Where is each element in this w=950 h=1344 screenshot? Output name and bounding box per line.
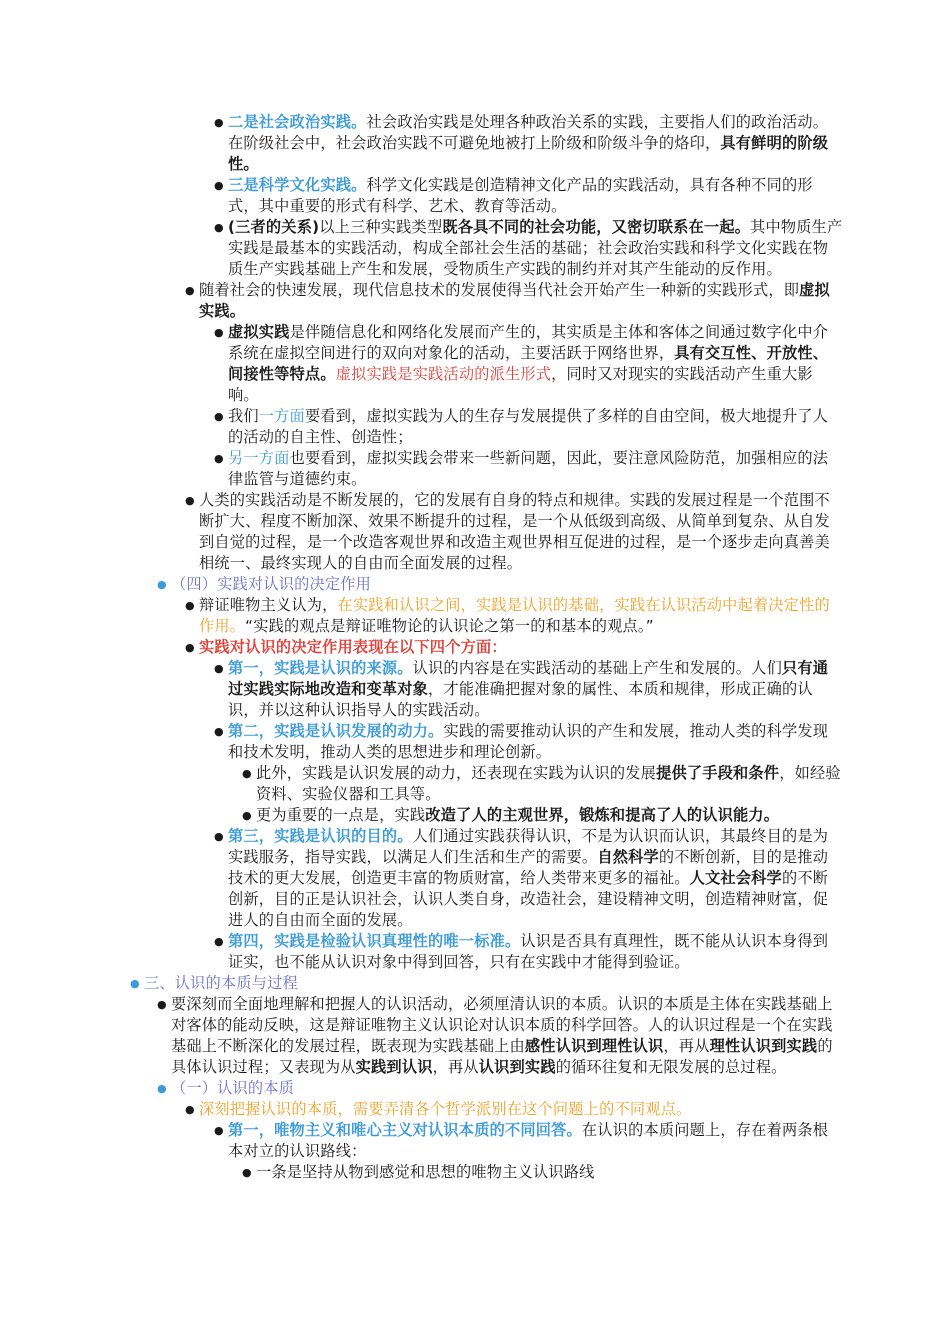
text-run: 第二，实践是认识发展的动力。: [228, 722, 444, 740]
outline-item: [228, 322, 843, 406]
text-run: 也要看到，虚拟实践会带来一些新问题，因此，要注意风险防范，加强相应的法律监管与道德约束。: [228, 449, 829, 488]
document-page: [0, 112, 950, 1183]
text-run: 社会政治实践是处理各种政治关系的实践，主要指人们的政治活动。在阶级社会中，社会政治实践不可避免地被打上阶级和阶级斗争的烙印，: [228, 113, 829, 152]
outline-item: [228, 721, 843, 763]
text-run: (三者的关系): [228, 218, 320, 236]
outline-item: [256, 763, 844, 805]
text-run: 的具体认识过程；又表现为从: [171, 1037, 833, 1076]
text-run: 感性认识到理性认识: [524, 1037, 664, 1055]
text-run: 另一方面: [228, 449, 290, 467]
text-run: 二是社会政治实践。: [228, 113, 367, 131]
text-run: ，再从: [663, 1037, 710, 1055]
text-run: 实践到认识: [355, 1058, 433, 1076]
text-run: 一条是坚持从物到感觉和思想的唯物主义认识路线: [256, 1163, 595, 1181]
text-run: ，才能准确把握对象的属性、本质和规律，形成正确的认识，并以这种认识指导人的实践活动。: [228, 680, 813, 719]
text-run: 认识是否具有真理性，既不能从认识本身得到证实，也不能从认识对象中得到回答，只有在实践中才能得到验证。: [228, 932, 829, 971]
text-run: 只有通过实践实际地改造和变革对象: [228, 659, 829, 698]
outline-item: [144, 973, 844, 994]
outline-item: [228, 406, 843, 448]
outline-item: [228, 826, 843, 931]
text-run: 此外，实践是认识发展的动力，还表现在实践为认识的发展: [256, 764, 657, 782]
outline-item: [228, 175, 843, 217]
text-run: 要深刻而全面地理解和把握人的认识活动，必须厘清认识的本质。认识的本质是主体在实践基础上对客体的能动反映，这是辩证唯物主义认识论对认识本质的科学回答。人的认识过程是一个在实践基础上不断深化的发展过程，既表现为实践基础上由: [171, 995, 833, 1055]
text-run: 虚拟实践是实践活动的派生形式: [335, 365, 552, 383]
text-run: 理性认识到实践: [709, 1037, 818, 1055]
text-run: 以上三种实践类型: [319, 218, 443, 236]
outline-item: [171, 574, 841, 595]
outline-item: [199, 280, 844, 322]
text-run: （四）实践对认识的决定作用: [171, 575, 372, 593]
text-run: 虚拟实践: [228, 323, 290, 341]
outline-item: [171, 994, 841, 1078]
text-run: 科学文化实践是创造精神文化产品的实践活动，具有各种不同的形式，其中重要的形式有科学、艺术、教育等活动。: [228, 176, 813, 215]
outline-item: [228, 658, 843, 721]
text-run: 在认识的本质问题上，存在着两条根本对立的认识路线：: [228, 1121, 829, 1160]
text-run: 深刻把握认识的本质，需要弄清各个哲学派别在这个问题上的不同观点。: [199, 1100, 692, 1118]
text-run: 人们通过实践获得认识，不是为认识而认识，其最终目的是为实践服务，指导实践，以满足人们生活和生产的需要。: [228, 827, 829, 866]
text-run: 一方面: [258, 407, 305, 425]
text-run: 自然科学: [597, 848, 659, 866]
outline-item: [228, 217, 843, 280]
outline-item: [171, 1078, 841, 1099]
text-run: 提供了手段和条件: [656, 764, 780, 782]
text-run: 具有交互性、开放性、间接性等特点。: [228, 344, 829, 383]
text-run: 改造了人的主观世界，锻炼和提高了人的认识能力。: [425, 806, 780, 824]
text-run: 要看到，虚拟实践为人的生存与发展提供了多样的自由空间，极大地提升了人的活动的自主性、创造性；: [228, 407, 829, 446]
outline-item: [256, 1162, 844, 1183]
outline-list: [0, 112, 950, 1183]
text-run: 第一，唯物主义和唯心主义对认识本质的不同回答。: [228, 1121, 582, 1139]
outline-item: [199, 1099, 844, 1120]
text-run: 实践的需要推动认识的产生和发展，推动人类的科学发现和技术发明，推动人类的思想进步和理论创新。: [228, 722, 829, 761]
outline-item: [228, 448, 843, 490]
text-run: 既各具不同的社会功能，又密切联系在一起。: [442, 218, 751, 236]
text-run: 认识到实践: [478, 1058, 556, 1076]
text-run: 第三，实践是认识的目的。: [228, 827, 413, 845]
outline-item: [228, 112, 843, 175]
text-run: ，再从: [432, 1058, 479, 1076]
text-run: 虚拟实践。: [199, 281, 830, 320]
outline-item: [199, 637, 844, 658]
text-run: 人类的实践活动是不断发展的，它的发展有自身的特点和规律。实践的发展过程是一个范围不断扩大、程度不断加深、效果不断提升的过程，是一个从低级到高级、从简单到复杂、从自发到自觉的过程，是一个改造客观世界和改造主观世界相互促进的过程，是一个逐步走向真善美相统一、最终实现人的自由而全面发展的过程。: [199, 491, 830, 572]
text-run: 我们: [228, 407, 259, 425]
text-run: ，同时又对现实的实践活动产生重大影响。: [228, 365, 813, 404]
outline-item: [199, 490, 844, 574]
text-run: 的循环往复和无限发展的总过程。: [555, 1058, 787, 1076]
text-run: “实践的观点是辩证唯物论的认识论之第一的和基本的观点。”: [245, 617, 654, 635]
text-run: 更为重要的一点是，实践: [256, 806, 426, 824]
text-run: 其中物质生产实践是最基本的实践活动，构成全部社会生活的基础；社会政治实践和科学文化实践在物质生产实践基础上产生和发展，受物质生产实践的制约并对其产生能动的反作用。: [228, 218, 843, 278]
text-run: 三、认识的本质与过程: [144, 974, 298, 992]
text-run: 的不断创新，目的是推动技术的更大发展，创造更丰富的物质财富，给人类带来更多的福祉。: [228, 848, 829, 887]
text-run: ，如经验资料、实验仪器和工具等。: [256, 764, 841, 803]
text-run: 认识的内容是在实践活动的基础上产生和发展的。人们: [412, 659, 782, 677]
text-run: 第一，实践是认识的来源。: [228, 659, 413, 677]
text-run: 实践对认识的决定作用表现在以下四个方面：: [199, 638, 507, 656]
text-run: 是伴随信息化和网络化发展而产生的，其实质是主体和客体之间通过数字化中介系统在虚拟空间进行的双向对象化的活动，主要活跃于网络世界，: [228, 323, 829, 362]
text-run: 随着社会的快速发展，现代信息技术的发展使得当代社会开始产生一种新的实践形式，即: [199, 281, 800, 299]
text-run: 人文社会科学: [689, 869, 782, 887]
outline-item: [199, 595, 844, 637]
outline-item: [256, 805, 844, 826]
text-run: 的不断创新，目的正是认识社会，认识人类自身，改造社会，建设精神文明，创造精神财富，促进人的自由而全面的发展。: [228, 869, 829, 929]
text-run: 在实践和认识之间，实践是认识的基础，实践在认识活动中起着决定性的作用。: [199, 596, 830, 635]
text-run: 三是科学文化实践。: [228, 176, 367, 194]
text-run: 第四，实践是检验认识真理性的唯一标准。: [228, 932, 521, 950]
text-run: 具有鲜明的阶级性。: [228, 134, 829, 173]
text-run: 辩证唯物主义认为，: [199, 596, 338, 614]
text-run: （一）认识的本质: [171, 1079, 295, 1097]
outline-item: [228, 1120, 843, 1162]
outline-item: [228, 931, 843, 973]
